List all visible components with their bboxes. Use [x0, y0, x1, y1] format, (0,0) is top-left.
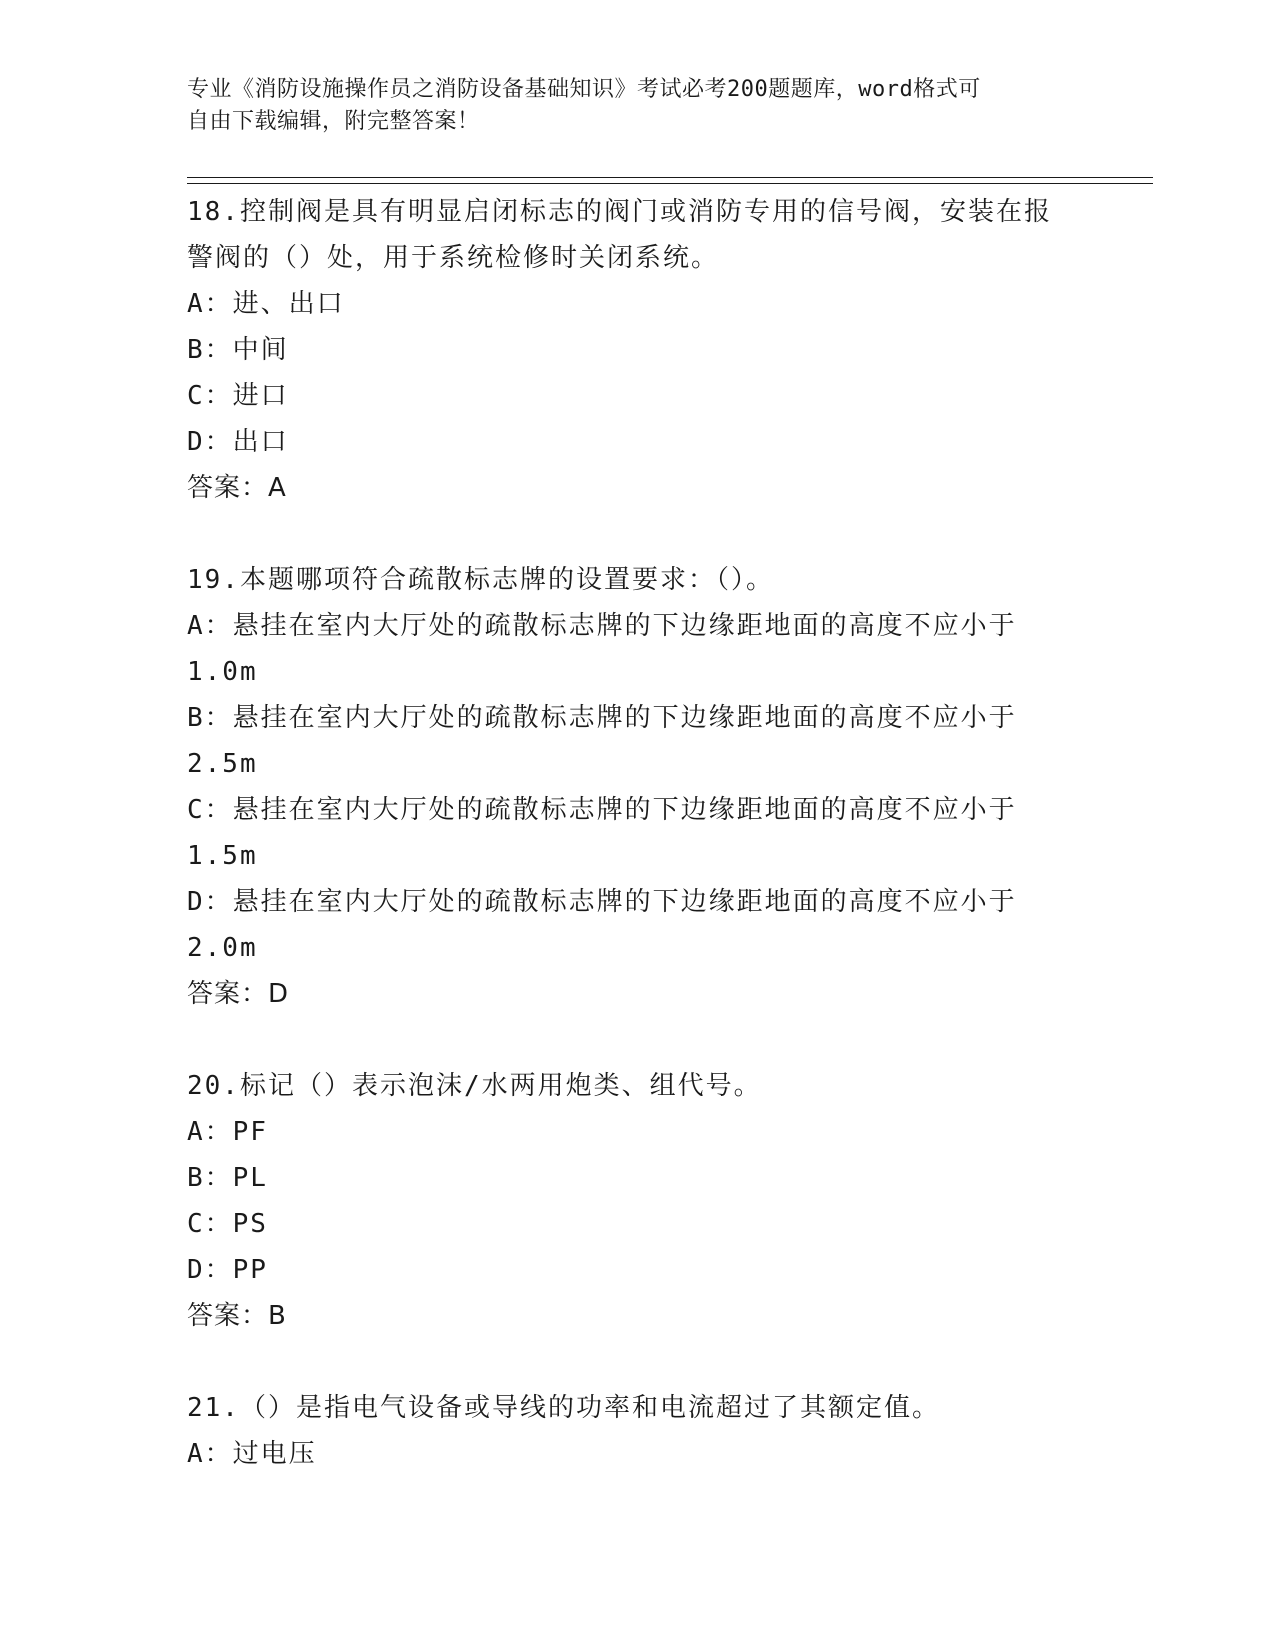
- document-header: [187, 74, 1067, 138]
- spacer: [187, 511, 1087, 557]
- question-stem: 21.（）是指电气设备或导线的功率和电流超过了其额定值。: [187, 1393, 940, 1423]
- option-d-continued: 2.0m: [187, 933, 258, 963]
- answer-label: 答案：B: [187, 1301, 287, 1331]
- option-c: C：PS: [187, 1209, 268, 1239]
- question-list: [187, 189, 1087, 1477]
- question-stem: 20.标记（）表示泡沫/水两用炮类、组代号。: [187, 1071, 762, 1101]
- spacer: [187, 1339, 1087, 1385]
- question-20: [187, 1063, 1087, 1339]
- option-a: A：过电压: [187, 1439, 317, 1469]
- header-line-2: 自由下载编辑，附完整答案！: [187, 109, 480, 134]
- question-stem: 19.本题哪项符合疏散标志牌的设置要求：（）。: [187, 565, 774, 595]
- option-d: D：出口: [187, 427, 289, 457]
- answer-label: 答案：A: [187, 473, 287, 503]
- question-stem: 18.控制阀是具有明显启闭标志的阀门或消防专用的信号阀，安装在报: [187, 197, 1052, 227]
- option-c: C：进口: [187, 381, 289, 411]
- option-c: C：悬挂在室内大厅处的疏散标志牌的下边缘距地面的高度不应小于: [187, 795, 1017, 825]
- option-b: B：悬挂在室内大厅处的疏散标志牌的下边缘距地面的高度不应小于: [187, 703, 1017, 733]
- header-divider-top: [187, 177, 1153, 178]
- question-19: [187, 557, 1087, 1017]
- question-18: [187, 189, 1087, 511]
- option-b-continued: 2.5m: [187, 749, 258, 779]
- option-d: D：PP: [187, 1255, 268, 1285]
- option-a: A：进、出口: [187, 289, 345, 319]
- option-a: A：悬挂在室内大厅处的疏散标志牌的下边缘距地面的高度不应小于: [187, 611, 1017, 641]
- option-a: A：PF: [187, 1117, 268, 1147]
- header-line-1: 专业《消防设施操作员之消防设备基础知识》考试必考200题题库，word格式可: [187, 77, 981, 102]
- option-d: D：悬挂在室内大厅处的疏散标志牌的下边缘距地面的高度不应小于: [187, 887, 1017, 917]
- header-divider-bottom: [187, 183, 1153, 184]
- answer-label: 答案：D: [187, 979, 290, 1009]
- option-c-continued: 1.5m: [187, 841, 258, 871]
- option-b: B：PL: [187, 1163, 268, 1193]
- option-b: B：中间: [187, 335, 289, 365]
- question-stem: 警阀的（）处，用于系统检修时关闭系统。: [187, 243, 720, 273]
- option-a-continued: 1.0m: [187, 657, 258, 687]
- spacer: [187, 1017, 1087, 1063]
- question-21: [187, 1385, 1087, 1477]
